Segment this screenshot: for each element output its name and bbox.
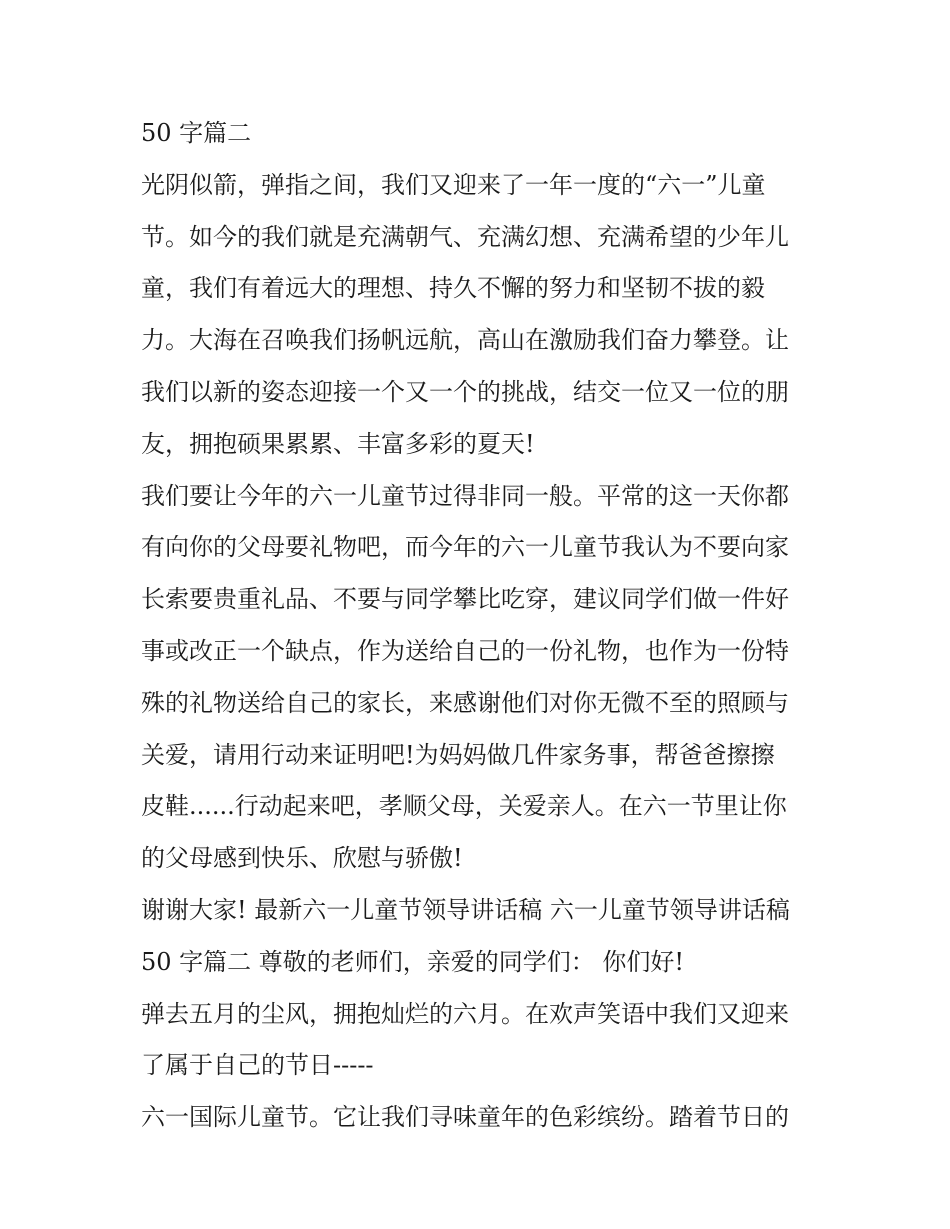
text-line-8: 我们要让今年的六一儿童节过得非同一般。平常的这一天你都: [141, 481, 789, 510]
text-line-6: 我们以新的姿态迎接一个又一个的挑战，结交一位又一位的朋: [141, 377, 789, 406]
text-line-16: 谢谢大家! 最新六一儿童节领导讲话稿 六一儿童节领导讲话稿: [141, 895, 790, 924]
text-line-13: 关爱，请用行动来证明吧!为妈妈做几件家务事，帮爸爸擦擦: [141, 740, 775, 769]
text-line-18: 弹去五月的尘风，拥抱灿烂的六月。在欢声笑语中我们又迎来: [141, 999, 789, 1028]
text-line-5: 力。大海在召唤我们扬帆远航，高山在激励我们奋力攀登。让: [141, 326, 789, 355]
text-line-17: 50 字篇二 尊敬的老师们，亲爱的同学们： 你们好!: [141, 947, 685, 976]
text-line-4: 童，我们有着远大的理想、持久不懈的努力和坚韧不拔的毅: [141, 274, 765, 303]
text-line-15: 的父母感到快乐、欣慰与骄傲!: [141, 844, 463, 873]
text-line-1: 50 字篇二: [141, 119, 252, 147]
text-line-14: 皮鞋......行动起来吧，孝顺父母，关爱亲人。在六一节里让你: [141, 792, 787, 821]
text-line-7: 友，拥抱硕果累累、丰富多彩的夏天!: [141, 429, 535, 458]
text-line-9: 有向你的父母要礼物吧，而今年的六一儿童节我认为不要向家: [141, 533, 789, 562]
text-line-11: 事或改正一个缺点，作为送给自己的一份礼物，也作为一份特: [141, 636, 789, 665]
text-line-19: 了属于自己的节日-----: [141, 1051, 374, 1080]
text-line-10: 长索要贵重礼品、不要与同学攀比吃穿，建议同学们做一件好: [141, 585, 789, 614]
text-line-20: 六一国际儿童节。它让我们寻味童年的色彩缤纷。踏着节日的: [141, 1103, 789, 1132]
text-line-2: 光阴似箭，弹指之间，我们又迎来了一年一度的“六一”儿童: [141, 170, 766, 199]
document-body: [141, 108, 821, 1144]
text-line-12: 殊的礼物送给自己的家长，来感谢他们对你无微不至的照顾与: [141, 688, 789, 717]
text-line-3: 节。如今的我们就是充满朝气、充满幻想、充满希望的少年儿: [141, 222, 789, 251]
